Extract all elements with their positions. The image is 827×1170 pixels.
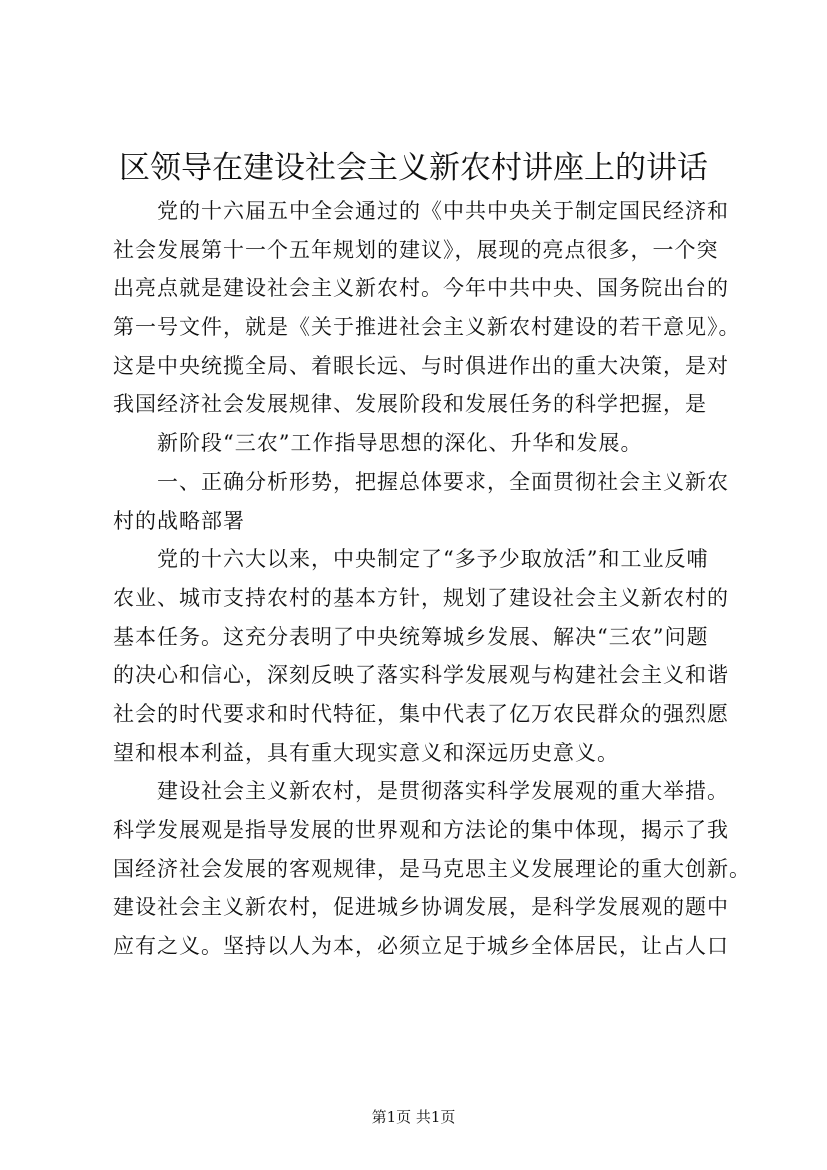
section-heading-line: 村的战略部署 — [113, 508, 245, 533]
paragraph-line: 第一号文件，就是《关于推进社会主义新农村建设的若干意见》。 — [113, 315, 741, 340]
paragraph-line: 农业、城市支持农村的基本方针，规划了建设社会主义新农村的 — [113, 585, 729, 610]
paragraph-line: 基本任务。这充分表明了中央统筹城乡发展、解决“三农”问题 — [113, 624, 709, 649]
paragraph-line: 党的十六大以来，中央制定了“多予少取放活”和工业反哺 — [157, 547, 709, 572]
paragraph-line: 科学发展观是指导发展的世界观和方法论的集中体现，揭示了我 — [113, 818, 729, 842]
document-title: 区领导在建设社会主义新农村讲座上的讲话 — [119, 150, 708, 186]
paragraph-line: 新阶段“三农”工作指导思想的深化、升华和发展。 — [157, 431, 643, 456]
paragraph-line: 应有之义。坚持以人为本，必须立足于城乡全体居民，让占人口 — [113, 934, 729, 959]
page-number-footer: 第1页 共1页 — [371, 1108, 456, 1126]
paragraph-line: 社会发展第十一个五年规划的建议》，展现的亮点很多，一个突 — [113, 237, 719, 262]
document-body — [113, 192, 751, 966]
section-heading-line: 一、正确分析形势，把握总体要求，全面贯彻社会主义新农 — [157, 469, 729, 494]
paragraph-line: 国经济社会发展的客观规律，是马克思主义发展理论的重大创新。 — [113, 856, 751, 881]
paragraph-line: 社会的时代要求和时代特征，集中代表了亿万农民群众的强烈愿 — [113, 701, 729, 726]
paragraph-line: 党的十六届五中全会通过的《中共中央关于制定国民经济和 — [157, 199, 729, 223]
paragraph-line: 建设社会主义新农村，是贯彻落实科学发展观的重大举措。 — [157, 779, 729, 804]
paragraph-line: 我国经济社会发展规律、发展阶段和发展任务的科学把握，是 — [113, 392, 707, 417]
paragraph-line: 建设社会主义新农村，促进城乡协调发展，是科学发展观的题中 — [113, 895, 729, 920]
paragraph-line: 这是中央统揽全局、着眼长远、与时俱进作出的重大决策，是对 — [113, 353, 729, 378]
paragraph-line: 出亮点就是建设社会主义新农村。今年中共中央、国务院出台的 — [113, 276, 729, 301]
paragraph-line: 望和根本利益，具有重大现实意义和深远历史意义。 — [113, 740, 619, 765]
paragraph-line: 的决心和信心，深刻反映了落实科学发展观与构建社会主义和谐 — [113, 663, 729, 688]
